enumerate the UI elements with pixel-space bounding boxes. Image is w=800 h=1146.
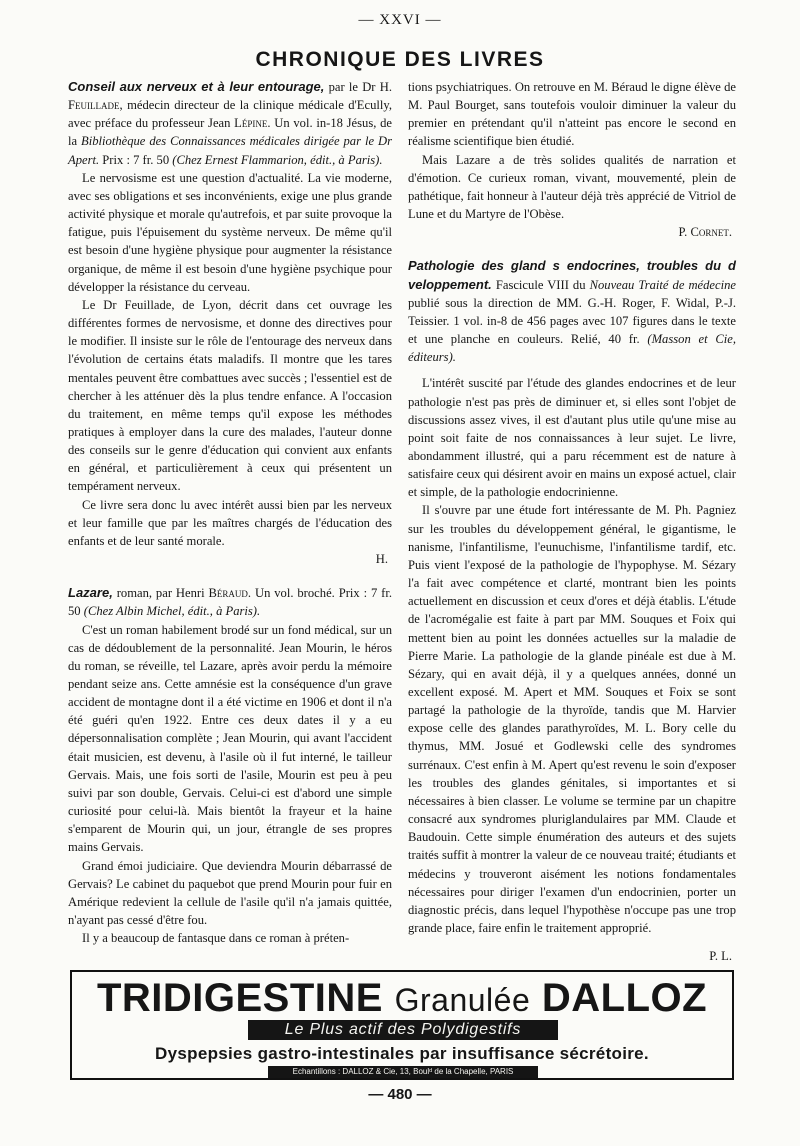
review-3-collection: Nouveau Traité de médecine xyxy=(589,277,736,292)
ad-samples-address: Echantillons : DALLOZ & Cie, 13, Boulᵈ de la Chapelle, PARIS xyxy=(268,1066,538,1078)
review-2-title: Lazare, xyxy=(68,585,113,601)
review-1-publisher: (Chez Ernest Flammarion, édit., à Paris). xyxy=(172,152,383,167)
review-1-prefacer: Lépine. xyxy=(234,116,271,131)
review-1-title: Conseil aux nerveux et à leur entourage, xyxy=(68,79,325,94)
review-1-author-pre: par le Dr xyxy=(328,80,376,94)
section-title: CHRONIQUE DES LIVRES xyxy=(255,48,545,71)
review-1-collection: Bibliothèque des Connaissances médicales dirigée par le Dr Apert. xyxy=(68,134,392,167)
review-3-paragraph: Il s'ouvre par une étude fort intéressante de M. Ph. Pagniez sur les troubles du développement général, le gigantisme, le nanisme, l'infantilisme, l'eunuchisme, l'infantilisme tardif, etc. Puis vient l'exposé de la pathologie de l'hypophyse. M. Sézary l'a fait avec compétence et clarté, montrant bien les points actuellement en discussion et ceux d'ores et déjà établis. L'étude de l'acromégalie est faite à part par MM. Souques et Foix qui mettent bien au point les données actuelles sur la maladie de Pierre Marie. La pathologie de la glande pinéale est due à M. Sézary, qui en avait déjà, il y a quelques années, donné un excellent exposé. M. Apert et MM. Souques et Foix se sont partagé la pathologie de la thyroïde, tandis que M. Harvier expose celle des glandes parathyroïdes, M. L. Bory celle du thymus, MM. Josué et Godlewski celle des syndromes surrénaux. C'est enfin à M. Apert qu'est revenu le soin d'exposer les troubles des glandes génitales, si importantes et si nécessaires à bien classer. Le volume se termine par un chapitre consacré aux syndromes pluriglandulaires par MM. Claude et Baudouin. Cette simple énumération des auteurs et des sujets traités suffit à montrer la valeur de ce nouveau traité; étudiants et médecins y trouveront aisément les notions fondamentales nécessaires pour diriger l'examen d'un endocrinien, porter un diagnostic précis, dans lequel l'hypothèse n'occupe pas une trop grande place, faire enfin le traitement approprié. xyxy=(408,503,736,936)
review-separator xyxy=(68,568,392,584)
page-number-bottom: — 480 — xyxy=(368,1086,432,1103)
review-3-signature: P. L. xyxy=(709,949,732,964)
review-1-paragraph: Le nervosisme est une question d'actualité. La vie moderne, avec ses obligations et ses inconvénients, exige une plus grande activité physique et morale qu'autrefois, et par suite provoque la fatigue, puis l'épuisement du système nerveux. De même qu'il est besoin d'une hygiène physique pour augmenter la résistance organique, de même il est besoin d'une hygiène psychique pour développer la résistance du cerveau. xyxy=(68,170,392,294)
review-3-details: Fascicule VIII du xyxy=(495,277,586,292)
review-1-paragraph: Le Dr Feuillade, de Lyon, décrit dans cet ouvrage les différentes formes de nervosisme, et donne des directives pour le modifier. Il insiste sur le rôle de l'entourage des nerveux dans l'évolution de certains états maladifs. Il montre que les tares mentales peuvent être combattues avec succès ; l'essentiel est de chercher à les atténuer dès la plus tendre enfance. A l'occasion du traitement, en même temps qu'il expose les méthodes pratiques à employer dans la cure des malades, l'auteur donne des conseils sur le genre d'éducation qui convient aux enfants en général, et particulièrement à ceux qui présentent un tempérament nerveux. xyxy=(68,297,392,494)
review-1-price: Prix : 7 fr. 50 xyxy=(102,152,170,167)
ad-subtitle: Dyspepsies gastro-intestinales par insuffisance sécrétoire. xyxy=(155,1044,649,1063)
ad-brand-maker: DALLOZ xyxy=(541,976,708,1020)
review-2-paragraph: Il y a beaucoup de fantasque dans ce roman à préten- xyxy=(82,931,350,946)
review-1-author: H. Feuillade, xyxy=(68,80,392,113)
review-2-continuation: tions psychiatriques. On retrouve en M. Béraud le digne élève de M. Paul Bourget, sans toutefois vouloir diminuer la valeur du premier en prétendant qu'il n'atteint pas encore le second en réalisme scientifique bien étudié. xyxy=(408,80,736,149)
review-2-paragraph: C'est un roman habilement brodé sur un fond médical, sur un cas de dédoublement de la personnalité. Jean Mourin, le héros du roman, se réveille, tel Lazare, après avoir perdu la mémoire pendant seize ans. Cette amnésie est la conséquence d'un grave accident de montagne dont il a été victime en 1906 et dont il n'a été guéri qu'en 1922. Entre ces deux dates il y a eu dépersonnalisation complète ; Jean Mourin, qui avant l'accident était musicien, est devenu, à l'asile où il fut interné, le tailleur Gervais. Mais, une fois sorti de l'asile, Mourin est peu à peu suivi par son double, Gervais. Celui-ci est d'abord une simple curiosité pour celui-là. Mais bientôt la frayeur et la haine s'emparent de Mourin qui, un jour, étrangle de ses propres mains Gervais. xyxy=(68,622,392,855)
review-3-publisher: (Masson et Cie, éditeurs). xyxy=(408,332,736,365)
page-number-top: — XXVI — xyxy=(358,12,442,28)
review-2-paragraph: Mais Lazare a de très solides qualités de narration et d'émotion. Ce curieux roman, vivant, mouvementé, plein de pathétique, fait honneur à l'auteur déjà très apprécié de Vitriol de Lune et du Martyre de l'Obèse. xyxy=(408,152,736,222)
review-3-heading xyxy=(408,257,736,366)
review-1-volume: Un vol. in-18 Jésus, de la xyxy=(68,116,392,149)
review-1-signature: H. xyxy=(375,552,388,567)
review-2-details: roman, par Henri xyxy=(116,586,205,601)
review-2-volume: Un vol. broché. Prix : 7 fr. 50 xyxy=(68,586,393,619)
ad-slogan: Le Plus actif des Polydigestifs xyxy=(248,1020,558,1040)
advertisement-box xyxy=(70,970,734,1080)
review-2-publisher: (Chez Albin Michel, édit., à Paris). xyxy=(83,604,261,619)
review-2-heading xyxy=(68,584,392,620)
review-1-heading xyxy=(68,78,392,169)
review-3-title: Pathologie des gland s endocrines, troubles du d veloppement. xyxy=(408,258,736,292)
review-2-paragraph: Grand émoi judiciaire. Que deviendra Mourin débarrassé de Gervais? Le cabinet du paquebot que prend Mourin pour fuir en Amérique redevient la cellule de l'asile qu'il n'a jamais quittée, n'ayant pas cessé d'être fou. xyxy=(68,858,392,928)
review-2-author: Béraud. xyxy=(208,586,252,601)
review-2-signature: P. Cornet. xyxy=(678,225,732,240)
left-column xyxy=(68,78,392,947)
review-3-paragraph: L'intérêt suscité par l'étude des glandes endocrines et de leur pathologie n'est pas près de diminuer et, si elles sont l'objet de discussions assez vives, il est d'autant plus utile qu'une mise au point soit faite de nos connaissances à leur sujet. Le livre, abondamment illustré, qui a paru récemment est de nature à satisfaire ceux qui désirent avoir en mains un exposé actuel, clair et simple, de la pathologie endocrinienne. xyxy=(408,376,736,500)
right-column xyxy=(408,78,736,965)
review-3-details-2: publié sous la direction de MM. G.-H. Roger, F. Widal, P.-J. Teissier. 1 vol. in-8 de 456 pages avec 107 figures dans le texte et une planche en couleurs. Relié, 40 fr. xyxy=(408,295,736,347)
spacer xyxy=(408,366,736,374)
review-1-paragraph: Ce livre sera donc lu avec intérêt aussi bien par les nerveux et leur famille que par les maîtres chargés de l'éducation des enfants et de leur santé morale. xyxy=(68,497,392,548)
ad-brand-variant: Granulée xyxy=(394,982,531,1018)
review-separator xyxy=(408,241,736,257)
review-1-details: médecin directeur de la clinique médicale d'Ecully, avec préface du professeur Jean xyxy=(68,98,393,131)
ad-brand-name: TRIDIGESTINE xyxy=(96,976,383,1020)
ad-brand-line xyxy=(72,976,732,1022)
